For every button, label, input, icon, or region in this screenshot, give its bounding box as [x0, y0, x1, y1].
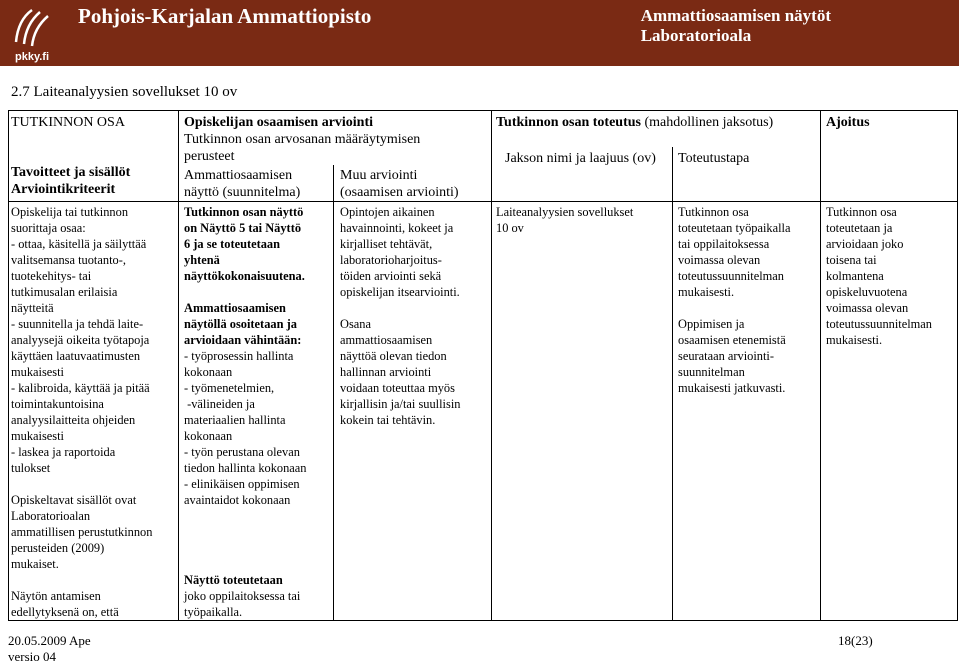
cell-ajoitus-body: Tutkinnon osa toteutetaan ja arvioidaan joko toisena tai kolmantena opiskeluvuotena voimassa olevan toteutussuunnitelman mukaisesti. — [826, 205, 932, 347]
col-subheader-perusteet: Tutkinnon osan arvosanan määräytymisen perusteet — [184, 132, 421, 164]
cell-muu-arviointi-1: Opintojen aikainen havainnointi, kokeet ja kirjalliset tehtävät, laboratorioharjoitus- töiden arviointi sekä opiskelijan itsearviointi. — [340, 205, 460, 299]
header-banner — [0, 0, 959, 66]
table-top-rule — [8, 110, 958, 111]
section-title: 2.7 Laiteanalyysien sovellukset 10 ov — [11, 84, 238, 100]
col-subheader-tavoitteet: Tavoitteet ja sisällöt Arviointikriteerit — [11, 165, 131, 197]
footer-page-number: 18(23) — [838, 633, 873, 648]
col-subheader-muu-arviointi: Muu arviointi (osaamisen arviointi) — [340, 168, 459, 200]
cell-naytto-osoitetaan: Ammattiosaamisen näytöllä osoitetaan ja arvioidaan vähintään: — [184, 301, 302, 347]
cell-muu-arviointi-2: Osana ammattiosaamisen näyttöä olevan tiedon hallinnan arviointi voidaan toteuttaa myös kirjallisin ja/tai suullisin kokein tai tehtävin. — [340, 317, 461, 427]
col-divider-3 — [820, 110, 821, 620]
col-header-toteutus-bold: Tutkinnon osan toteutus — [496, 115, 641, 130]
brand-title: Pohjois-Karjalan Ammattiopisto — [78, 4, 372, 28]
table-bottom-rule — [8, 620, 958, 621]
col-header-tutkinnon-osa: TUTKINNON OSA — [11, 115, 125, 130]
col-header-ajoitus: Ajoitus — [826, 115, 870, 130]
cell-tavoitteet-body: Opiskelija tai tutkinnon suorittaja osaa: - ottaa, käsitellä ja säilyttää valitsemansa tuotanto-, tuotekehitys- tai tutkimusalan erilaisia näytteitä - suunnitella ja tehdä laite- analyysejä oikeita työtapoja käyttäen laatuvaatimusten mukaisesti - kalibroida, käyttää ja pitää toimintakuntoisina analyysilaitteita ohjeiden mukaisesti - laskea ja raportoida tulokset Opiskeltavat sisällöt ovat Laboratorioalan ammatillisen perustutkinnon perusteiden (2009) mukaiset. Näytön antamisen edellytyksenä on, että — [11, 205, 153, 619]
document-title: Ammattiosaamisen näytöt — [640, 6, 831, 25]
cell-toteutustapa-2: Oppimisen ja osaamisen etenemistä seurataan arviointi- suunnitelman mukaisesti jatkuvasti. — [678, 317, 786, 395]
pkky-logo-icon — [6, 2, 58, 64]
footer-date-version: 20.05.2009 Ape versio 04 — [8, 633, 91, 664]
col-header-arviointi: Opiskelijan osaamisen arviointi — [184, 115, 374, 130]
cell-naytto-intro: Tutkinnon osan näyttö on Näyttö 5 tai Näyttö 6 ja se toteutetaan yhtenä näyttökokonaisuutena. — [184, 205, 305, 283]
col-divider-3a — [672, 147, 673, 620]
header-right — [641, 6, 831, 46]
cell-jakso-body: Laiteanalyysien sovellukset 10 ov — [496, 205, 634, 235]
col-subheader-jakso: Jakson nimi ja laajuus (ov) — [505, 151, 656, 166]
col-subheader-naytto: Ammattiosaamisen näyttö (suunnitelma) — [184, 168, 301, 200]
col-divider-2a — [333, 165, 334, 620]
cell-naytto-list: - työprosessin hallinta kokonaan - työmenetelmien, -välineiden ja materiaalien hallinta kokonaan - työn perustana olevan tiedon hallinta kokonaan - elinikäisen oppimisen avaintaidot kokonaan — [184, 349, 307, 507]
col-header-toteutus-rest: (mahdollinen jaksotus) — [641, 115, 774, 130]
table-header-rule — [8, 201, 958, 202]
document-subtitle: Laboratorioala — [640, 26, 752, 45]
cell-naytto-toteutetaan: Näyttö toteutetaan — [184, 573, 283, 587]
table-border-right — [957, 110, 958, 620]
col-divider-1 — [178, 110, 179, 620]
logo-text: pkky.fi — [14, 51, 50, 63]
col-subheader-toteutustapa: Toteutustapa — [678, 151, 750, 166]
cell-naytto-paikka: joko oppilaitoksessa tai työpaikalla. — [184, 589, 301, 619]
col-divider-2 — [491, 110, 492, 620]
table-border-left — [8, 110, 9, 620]
cell-toteutustapa-1: Tutkinnon osa toteutetaan työpaikalla tai oppilaitoksessa voimassa olevan toteutussuunnitelman mukaisesti. — [678, 205, 791, 299]
col-header-toteutus — [496, 114, 773, 131]
